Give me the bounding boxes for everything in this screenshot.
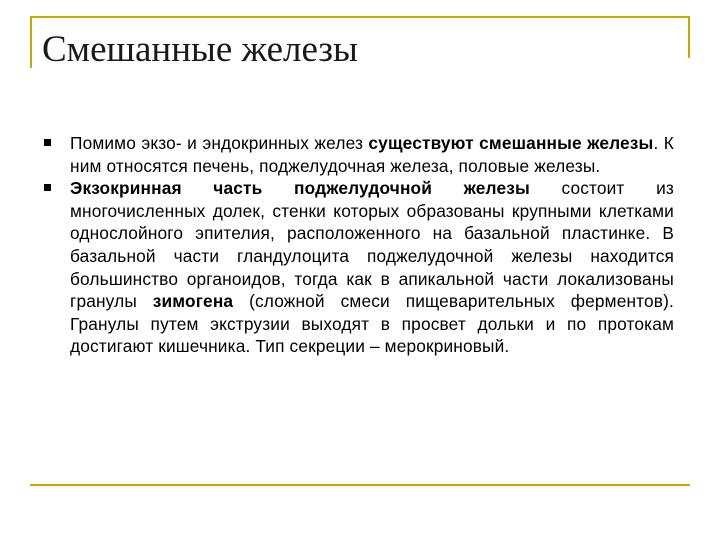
bold-text-span: существуют смешанные железы	[368, 133, 654, 153]
text-span: Помимо экзо- и эндокринных желез	[70, 133, 369, 153]
left-accent-line	[30, 16, 32, 68]
bullet-text-1	[70, 132, 674, 177]
square-bullet-icon	[44, 184, 51, 191]
bullet-item-2	[44, 177, 674, 358]
bottom-divider-line	[30, 484, 690, 486]
bullet-text-2	[70, 177, 674, 358]
top-divider-line	[30, 16, 690, 18]
text-span: . К ним относятся печень, поджелудочная железа, половые железы.	[70, 133, 675, 176]
text-span: (сложной смеси пищеварительных ферментов). Гранулы путем экструзии выходят в просвет дольки и по протокам достигают кишечника. Тип секреции – мерокриновый.	[70, 291, 674, 357]
right-accent-line	[688, 16, 690, 58]
square-bullet-icon	[44, 139, 51, 146]
text-span: состоит из многочисленных долек, стенки которых образованы крупными клетками однослойного эпителия, расположенного на базальной пластинке. В базальной части гландулоцита поджелудочной железы находится большинство органоидов, тогда как в апикальной части локализованы гранулы	[70, 178, 674, 312]
bullet-item-1	[44, 132, 674, 177]
bold-text-span: зимогена	[152, 291, 234, 312]
bold-text-span: Экзокринная часть поджелудочной железы	[70, 178, 530, 199]
bullet-list	[44, 132, 674, 358]
slide-title: Смешанные железы	[42, 29, 358, 70]
